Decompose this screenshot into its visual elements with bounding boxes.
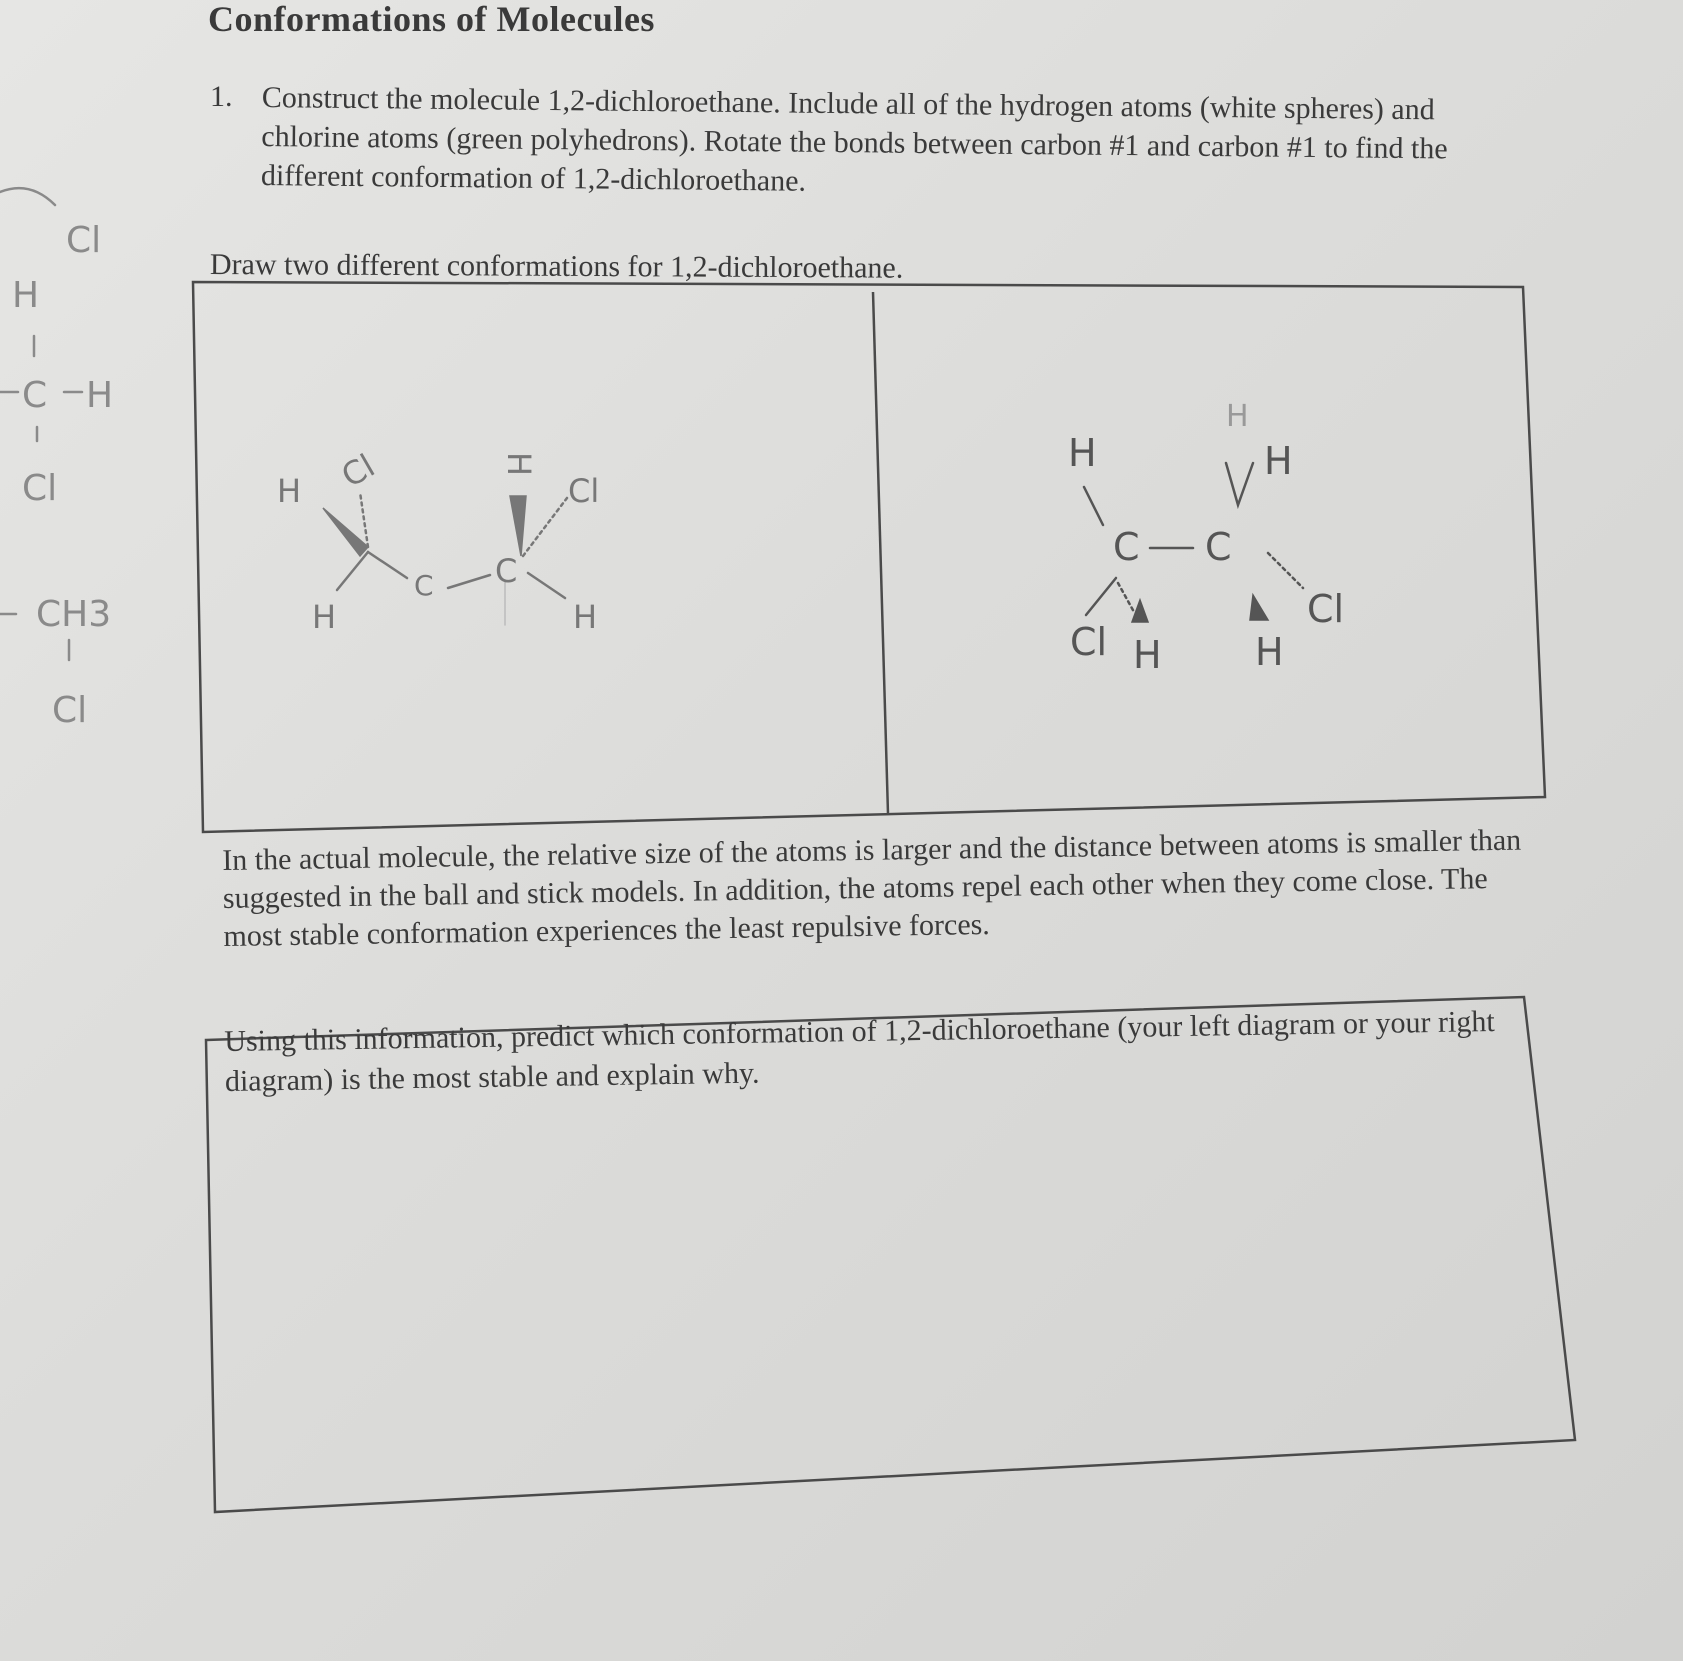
left-label-c2: C: [495, 552, 518, 590]
c-c-bond: [448, 575, 490, 588]
margin-note-cl-3: Cl: [52, 690, 88, 731]
left-label-h-right: H: [573, 598, 598, 636]
right-dash-right: [1268, 553, 1303, 588]
page-title: Conformations of Molecules: [208, 0, 655, 39]
right-bond-cl-left: [1086, 578, 1116, 615]
left-label-h-bottom: H: [312, 598, 337, 636]
margin-notes: [0, 188, 113, 731]
right-label-h-bottom-left: H: [1133, 633, 1162, 677]
right-dash-bond: [523, 498, 567, 556]
right-wedge-right: [1250, 595, 1268, 620]
left-wedge-bond: [323, 508, 368, 556]
left-dash-bond: [360, 492, 368, 547]
left-label-cl-right: Cl: [568, 472, 600, 510]
right-bond-h-to-c: [1084, 487, 1103, 525]
right-label-h-left: H: [1068, 431, 1097, 475]
margin-note-c: C: [22, 375, 48, 416]
drawing-box-divider: [873, 292, 888, 814]
left-bond-down: [337, 552, 368, 590]
right-label-h-top: H: [1226, 399, 1249, 434]
right-label-cl-left: Cl: [1070, 620, 1108, 664]
predict-prompt: Using this information, predict which conformation of 1,2-dichloroethane (your left diagram or your right diagram) is the most stable and explain why.: [224, 1005, 1495, 1098]
margin-note-ch3: CH3: [36, 594, 112, 635]
right-wedge-bond: [510, 496, 526, 556]
right-label-c2: C: [1205, 525, 1232, 569]
right-label-cl-right: Cl: [1307, 587, 1345, 631]
right-v-bond: [1226, 463, 1253, 505]
right-molecule-labels: [1068, 399, 1344, 677]
left-label-c1: C: [414, 569, 434, 602]
margin-note-cl-2: Cl: [22, 468, 58, 509]
margin-curve: [0, 188, 55, 205]
right-wedge-left: [1132, 600, 1148, 622]
margin-note-h-1: H: [12, 275, 40, 316]
draw-prompt: Draw two different conformations for 1,2-dichloroethane.: [209, 248, 904, 285]
left-label-h-top: H: [277, 472, 302, 510]
left-bond-to-c: [368, 552, 407, 578]
left-molecule-drawing: [323, 492, 567, 625]
right-label-c1: C: [1113, 525, 1140, 569]
right-label-h-right: H: [1264, 439, 1293, 483]
drawing-box: [193, 282, 1545, 832]
left-label-h-top-right: H: [500, 452, 538, 477]
right-bond-down: [528, 573, 565, 598]
margin-note-cl-1: Cl: [66, 220, 102, 261]
left-molecule-labels: [277, 447, 599, 636]
margin-note-h-2: H: [86, 375, 114, 416]
question-text: Construct the molecule 1,2-dichloroethane. Include all of the hydrogen atoms (white spheres) and chlorine atoms (green polyhedrons). Rotate the bonds between carbon #1 and carbon #1 to find the different conformation of 1,2-dichloroethane.: [260, 80, 1448, 198]
question-number: 1.: [210, 80, 233, 113]
left-label-cl-top: Cl: [335, 446, 382, 496]
right-dash-left: [1118, 583, 1134, 612]
right-label-h-bottom-right: H: [1255, 630, 1284, 674]
info-paragraph: In the actual molecule, the relative size of the atoms is larger and the distance between atoms is smaller than suggested in the ball and stick models. In addition, the atoms repel each other when they come close. The most stable conformation experiences the least repulsive forces.: [222, 823, 1522, 953]
